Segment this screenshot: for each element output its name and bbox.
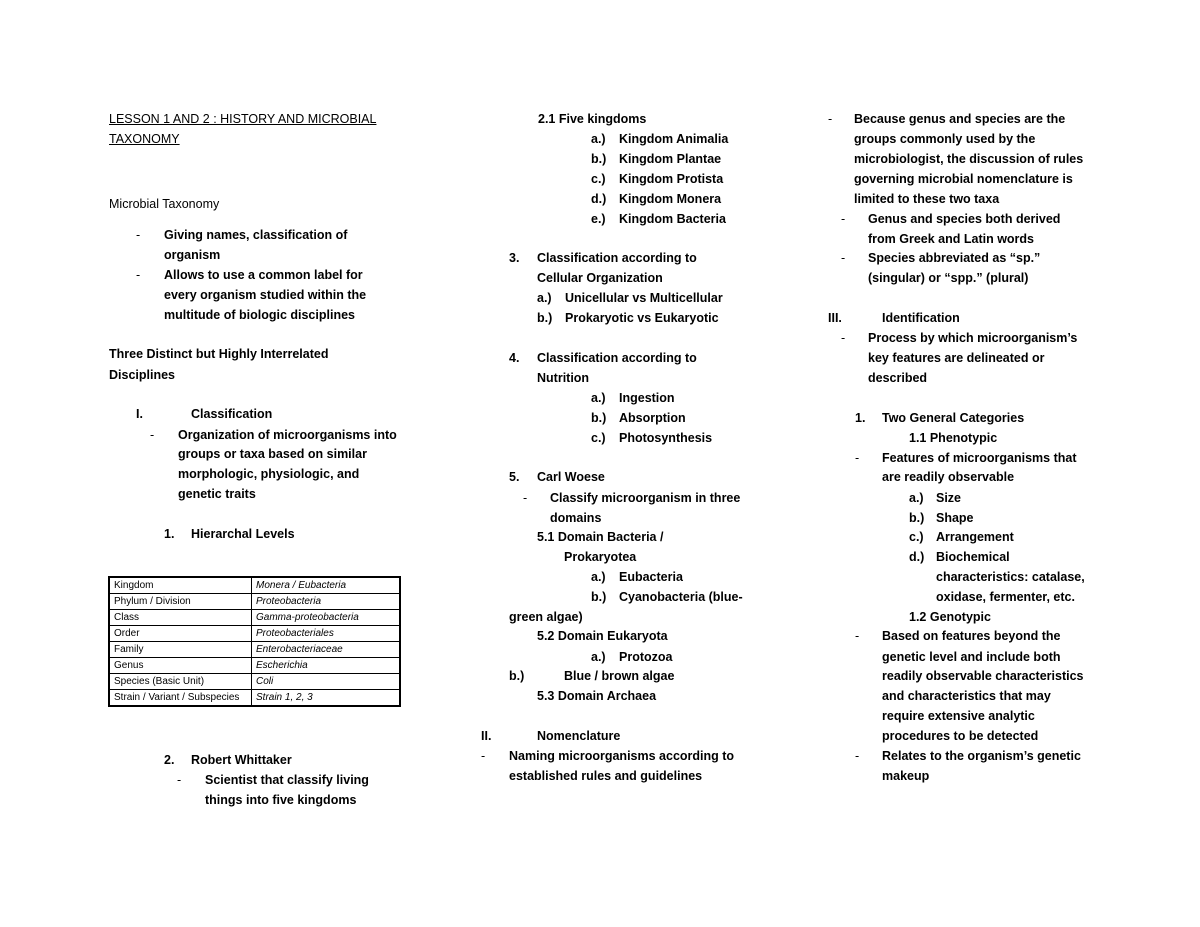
bullet-dash: - bbox=[828, 112, 833, 126]
list-item: Size bbox=[936, 491, 962, 505]
bullet-text: Process by which microorganism’s bbox=[868, 331, 1078, 345]
table-cell-rank: Kingdom bbox=[109, 577, 252, 594]
table-cell-rank: Family bbox=[109, 642, 252, 658]
bullet-text: Scientist that classify living bbox=[205, 773, 369, 787]
five-kingdoms-heading: 2.1 Five kingdoms bbox=[538, 112, 647, 126]
nutrition-heading: Classification according to bbox=[537, 351, 697, 365]
categories-heading: Two General Categories bbox=[882, 411, 1025, 425]
disciplines-heading: Three Distinct but Highly Interrelated bbox=[109, 347, 329, 361]
domain-bacteria-heading: 5.1 Domain Bacteria / bbox=[537, 530, 664, 544]
domain-eukaryota-heading: 5.2 Domain Eukaryota bbox=[537, 629, 668, 643]
domain-bacteria-heading: Prokaryotea bbox=[564, 550, 637, 564]
bullet-text: organism bbox=[164, 248, 221, 262]
list-number: 1. bbox=[164, 527, 175, 541]
list-item: Prokaryotic vs Eukaryotic bbox=[565, 311, 719, 325]
bullet-text: domains bbox=[550, 511, 602, 525]
table-row bbox=[109, 674, 400, 690]
table-row bbox=[109, 658, 400, 674]
bullet-text: genetic traits bbox=[178, 487, 256, 501]
list-item: Kingdom Bacteria bbox=[619, 212, 726, 226]
list-letter: a.) bbox=[591, 132, 606, 146]
list-item: Biochemical bbox=[936, 550, 1010, 564]
table-cell-example: Enterobacteriaceae bbox=[252, 642, 401, 658]
table-cell-example: Coli bbox=[252, 674, 401, 690]
list-letter: e.) bbox=[591, 212, 606, 226]
bullet-text: governing microbial nomenclature is bbox=[854, 172, 1073, 186]
hierarchal-levels-heading: Hierarchal Levels bbox=[191, 527, 295, 541]
list-number: 5. bbox=[509, 470, 520, 484]
table-row bbox=[109, 577, 400, 594]
list-item: Kingdom Monera bbox=[619, 192, 722, 206]
list-item: Cyanobacteria (blue- bbox=[619, 590, 743, 604]
bullet-dash: - bbox=[523, 491, 528, 505]
bullet-text: limited to these two taxa bbox=[854, 192, 1000, 206]
identification-heading: Identification bbox=[882, 311, 960, 325]
phenotypic-heading: 1.1 Phenotypic bbox=[909, 431, 998, 445]
table-cell-example: Monera / Eubacteria bbox=[252, 577, 401, 594]
nomenclature-heading: Nomenclature bbox=[537, 729, 621, 743]
bullet-text: Species abbreviated as “sp.” bbox=[868, 251, 1041, 265]
list-letter: a.) bbox=[591, 570, 606, 584]
list-letter: d.) bbox=[909, 550, 925, 564]
bullet-text: from Greek and Latin words bbox=[868, 232, 1035, 246]
cellular-heading: Cellular Organization bbox=[537, 271, 663, 285]
table-cell-rank: Genus bbox=[109, 658, 252, 674]
bullet-text: established rules and guidelines bbox=[509, 769, 703, 783]
table-row bbox=[109, 642, 400, 658]
bullet-dash: - bbox=[150, 428, 155, 442]
bullet-text: readily observable characteristics bbox=[882, 669, 1084, 683]
domain-archaea-heading: 5.3 Domain Archaea bbox=[537, 689, 657, 703]
list-letter: a.) bbox=[591, 650, 606, 664]
list-item: Kingdom Protista bbox=[619, 172, 724, 186]
list-item: Absorption bbox=[619, 411, 686, 425]
table-cell-example: Strain 1, 2, 3 bbox=[252, 690, 401, 707]
table-row bbox=[109, 594, 400, 610]
genotypic-heading: 1.2 Genotypic bbox=[909, 610, 991, 624]
table-cell-example: Gamma-proteobacteria bbox=[252, 610, 401, 626]
list-item: Photosynthesis bbox=[619, 431, 713, 445]
list-item: Protozoa bbox=[619, 650, 673, 664]
bullet-text: Classify microorganism in three bbox=[550, 491, 741, 505]
bullet-text: Relates to the organism’s genetic bbox=[882, 749, 1081, 763]
bullet-dash: - bbox=[841, 331, 846, 345]
list-item: Kingdom Animalia bbox=[619, 132, 729, 146]
bullet-text: morphologic, physiologic, and bbox=[178, 467, 360, 481]
bullet-text: groups commonly used by the bbox=[854, 132, 1036, 146]
bullet-dash: - bbox=[136, 228, 141, 242]
table-row bbox=[109, 690, 400, 707]
bullet-text: Organization of microorganisms into bbox=[178, 428, 397, 442]
lesson-title-line-2: TAXONOMY bbox=[109, 132, 180, 146]
list-item: Arrangement bbox=[936, 530, 1014, 544]
bullet-dash: - bbox=[841, 251, 846, 265]
bullet-text: microbiologist, the discussion of rules bbox=[854, 152, 1084, 166]
list-item-continuation: green algae) bbox=[509, 610, 583, 624]
bullet-dash: - bbox=[136, 268, 141, 282]
list-letter: a.) bbox=[909, 491, 924, 505]
disciplines-heading: Disciplines bbox=[109, 368, 175, 382]
list-item: Ingestion bbox=[619, 391, 675, 405]
list-letter: c.) bbox=[909, 530, 924, 544]
list-letter: b.) bbox=[591, 411, 607, 425]
bullet-text: Based on features beyond the bbox=[882, 629, 1061, 643]
bullet-text: Naming microorganisms according to bbox=[509, 749, 735, 763]
bullet-text: groups or taxa based on similar bbox=[178, 447, 367, 461]
bullet-text: key features are delineated or bbox=[868, 351, 1045, 365]
table-cell-rank: Order bbox=[109, 626, 252, 642]
microbial-taxonomy-heading: Microbial Taxonomy bbox=[109, 197, 220, 211]
roman-numeral: I. bbox=[136, 407, 143, 421]
taxonomy-table bbox=[108, 576, 401, 707]
bullet-text: (singular) or “spp.” (plural) bbox=[868, 271, 1029, 285]
list-letter: b.) bbox=[591, 590, 607, 604]
bullet-text: procedures to be detected bbox=[882, 729, 1039, 743]
list-item: Blue / brown algae bbox=[564, 669, 675, 683]
table-row bbox=[109, 610, 400, 626]
bullet-text: things into five kingdoms bbox=[205, 793, 357, 807]
bullet-text: and characteristics that may bbox=[882, 689, 1051, 703]
bullet-text: Because genus and species are the bbox=[854, 112, 1066, 126]
list-letter: d.) bbox=[591, 192, 607, 206]
lesson-title-line-1: LESSON 1 AND 2 : HISTORY AND MICROBIAL bbox=[109, 112, 377, 126]
whittaker-heading: Robert Whittaker bbox=[191, 753, 292, 767]
roman-numeral: III. bbox=[828, 311, 842, 325]
list-letter: b.) bbox=[909, 511, 925, 525]
bullet-text: Genus and species both derived bbox=[868, 212, 1061, 226]
table-cell-rank: Phylum / Division bbox=[109, 594, 252, 610]
list-number: 4. bbox=[509, 351, 520, 365]
list-letter: c.) bbox=[591, 172, 606, 186]
bullet-text: Allows to use a common label for bbox=[164, 268, 363, 282]
list-letter: b.) bbox=[537, 311, 553, 325]
list-item: Shape bbox=[936, 511, 974, 525]
bullet-dash: - bbox=[855, 629, 860, 643]
bullet-text: every organism studied within the bbox=[164, 288, 367, 302]
table-cell-rank: Class bbox=[109, 610, 252, 626]
bullet-dash: - bbox=[177, 773, 182, 787]
list-number: 2. bbox=[164, 753, 175, 767]
bullet-dash: - bbox=[855, 451, 860, 465]
list-letter: a.) bbox=[591, 391, 606, 405]
bullet-text: Giving names, classification of bbox=[164, 228, 348, 242]
table-cell-example: Proteobacteriales bbox=[252, 626, 401, 642]
list-letter: b.) bbox=[591, 152, 607, 166]
list-letter: b.) bbox=[509, 669, 525, 683]
bullet-text: described bbox=[868, 371, 928, 385]
bullet-text: makeup bbox=[882, 769, 930, 783]
list-item-continuation: oxidase, fermenter, etc. bbox=[936, 590, 1075, 604]
table-cell-example: Proteobacteria bbox=[252, 594, 401, 610]
bullet-text: genetic level and include both bbox=[882, 650, 1061, 664]
classification-heading: Classification bbox=[191, 407, 273, 421]
nutrition-heading: Nutrition bbox=[537, 371, 590, 385]
woese-heading: Carl Woese bbox=[537, 470, 605, 484]
table-cell-rank: Species (Basic Unit) bbox=[109, 674, 252, 690]
bullet-dash: - bbox=[481, 749, 486, 763]
table-row bbox=[109, 626, 400, 642]
roman-numeral: II. bbox=[481, 729, 492, 743]
list-item: Eubacteria bbox=[619, 570, 683, 584]
table-cell-rank: Strain / Variant / Subspecies bbox=[109, 690, 252, 707]
list-number: 3. bbox=[509, 251, 520, 265]
list-letter: a.) bbox=[537, 291, 552, 305]
list-item-continuation: characteristics: catalase, bbox=[936, 570, 1085, 584]
bullet-dash: - bbox=[841, 212, 846, 226]
bullet-text: Features of microorganisms that bbox=[882, 451, 1077, 465]
list-item: Unicellular vs Multicellular bbox=[565, 291, 723, 305]
table-cell-example: Escherichia bbox=[252, 658, 401, 674]
bullet-text: multitude of biologic disciplines bbox=[164, 308, 355, 322]
cellular-heading: Classification according to bbox=[537, 251, 697, 265]
list-item: Kingdom Plantae bbox=[619, 152, 722, 166]
bullet-text: require extensive analytic bbox=[882, 709, 1035, 723]
list-number: 1. bbox=[855, 411, 866, 425]
list-letter: c.) bbox=[591, 431, 606, 445]
bullet-dash: - bbox=[855, 749, 860, 763]
bullet-text: are readily observable bbox=[882, 470, 1015, 484]
